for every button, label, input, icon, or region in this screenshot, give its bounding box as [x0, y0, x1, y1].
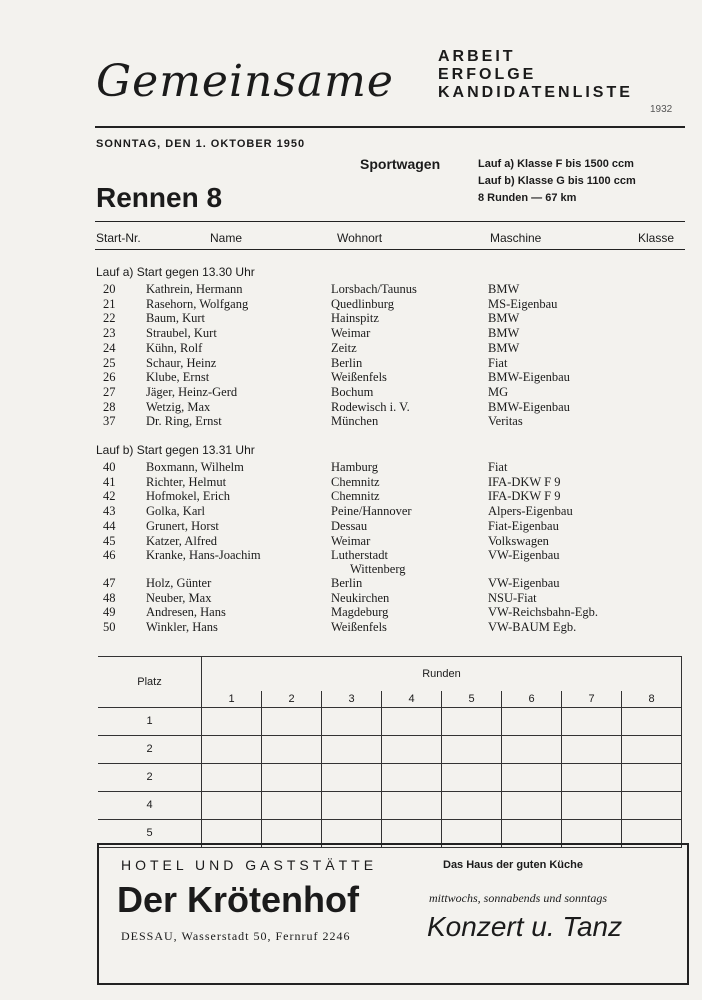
entry-row [0, 341, 702, 356]
race-title: Rennen 8 [96, 182, 223, 213]
result-cell [262, 735, 322, 763]
driver-name: Winkler, Hans [146, 620, 218, 634]
residence: Berlin [331, 575, 363, 590]
heat-info-line: Lauf b) Klasse G bis 1100 ccm [478, 175, 636, 187]
result-cell [382, 791, 442, 819]
result-cell [502, 763, 562, 791]
platz-row [98, 763, 682, 791]
start-number: 49 [103, 605, 116, 620]
ad-tagline: Das Haus der guten Küche [443, 859, 583, 871]
machine: BMW [488, 340, 520, 355]
result-cell [262, 707, 322, 735]
start-number: 37 [103, 414, 116, 429]
program-subtitle [438, 48, 633, 102]
machine: IFA-DKW F 9 [488, 489, 561, 504]
result-cell [562, 735, 622, 763]
ad-address: DESSAU, Wasserstadt 50, Fernruf 2246 [121, 929, 351, 943]
result-cell [202, 707, 262, 735]
residence: Weimar [331, 326, 371, 341]
start-number: 20 [103, 282, 116, 296]
ad-event: Konzert u. Tanz [427, 911, 623, 942]
driver-name: Richter, Helmut [146, 474, 227, 489]
column-header-wohnort: Wohnort [337, 231, 383, 245]
runden-header: Runden [202, 657, 682, 691]
residence: Chemnitz [331, 474, 380, 489]
driver-name: Rasehorn, Wolfgang [146, 296, 249, 311]
driver-name: Boxmann, Wilhelm [146, 460, 244, 474]
heat-info-line: Lauf a) Klasse F bis 1500 ccm [478, 158, 634, 170]
heat-b-heading: Lauf b) Start gegen 13.31 Uhr [96, 443, 255, 457]
subtitle-line: ERFOLGE [438, 66, 537, 83]
runde-number: 6 [502, 691, 562, 708]
residence: Weißenfels [331, 370, 387, 385]
platz-row [98, 707, 682, 735]
start-number: 27 [103, 384, 116, 399]
entry-row [0, 414, 702, 429]
residence: Magdeburg [331, 605, 389, 620]
driver-name: Schaur, Heinz [146, 355, 217, 370]
start-number: 22 [103, 311, 116, 326]
machine: Veritas [488, 414, 523, 429]
residence: Zeitz [331, 340, 357, 355]
result-cell [442, 735, 502, 763]
residence: Hainspitz [331, 311, 379, 326]
entry-row [0, 297, 702, 312]
result-grid [98, 656, 682, 848]
residence: Rodewisch i. V. [331, 399, 410, 414]
result-cell [562, 791, 622, 819]
residence-continued: Wittenberg [350, 562, 406, 577]
result-cell [262, 763, 322, 791]
driver-name: Jäger, Heinz-Gerd [146, 384, 238, 399]
start-number: 21 [103, 296, 116, 311]
entry-row [0, 620, 702, 635]
runde-number: 4 [382, 691, 442, 708]
machine: BMW-Eigenbau [488, 370, 570, 385]
residence: Lorsbach/Taunus [331, 282, 417, 296]
start-number: 23 [103, 326, 116, 341]
platz-header: Platz [98, 657, 202, 708]
entry-row [0, 475, 702, 490]
result-cell [382, 707, 442, 735]
platz-number: 4 [98, 791, 202, 819]
result-cell [322, 707, 382, 735]
result-cell [562, 707, 622, 735]
driver-name: Baum, Kurt [146, 311, 206, 326]
machine: Fiat [488, 355, 508, 370]
handwritten-note: 1932 [650, 104, 673, 115]
result-cell [622, 735, 682, 763]
machine: Alpers-Eigenbau [488, 504, 573, 519]
machine: BMW [488, 326, 520, 341]
result-cell [322, 735, 382, 763]
start-number: 48 [103, 590, 116, 605]
entry-row [0, 282, 702, 297]
result-cell [382, 763, 442, 791]
columns-top-rule [95, 221, 685, 222]
driver-name: Kathrein, Hermann [146, 282, 243, 296]
entry-row [0, 591, 702, 606]
entry-row [0, 534, 702, 549]
machine: Fiat-Eigenbau [488, 518, 559, 533]
ad-hotel-label: HOTEL UND GASTSTÄTTE [121, 857, 378, 873]
result-cell [502, 735, 562, 763]
result-cell [382, 735, 442, 763]
start-number: 50 [103, 620, 116, 634]
runde-number: 1 [202, 691, 262, 708]
result-cell [562, 763, 622, 791]
driver-name: Kranke, Hans-Joachim [146, 548, 261, 563]
start-number: 46 [103, 548, 116, 563]
column-header-maschine: Maschine [490, 231, 542, 245]
header-rule [95, 126, 685, 128]
residence: Peine/Hannover [331, 504, 412, 519]
race-category: Sportwagen [360, 156, 441, 172]
entry-row [0, 385, 702, 400]
driver-name: Katzer, Alfred [146, 533, 217, 548]
start-number: 45 [103, 533, 116, 548]
start-number: 42 [103, 489, 116, 504]
driver-name: Golka, Karl [146, 504, 206, 519]
advertisement [97, 843, 689, 985]
program-title: Gemeinsame [96, 56, 394, 107]
entry-row [0, 400, 702, 415]
result-cell [202, 763, 262, 791]
start-number: 40 [103, 460, 116, 474]
entry-row [0, 356, 702, 371]
machine: VW-BAUM Egb. [488, 620, 577, 634]
machine: VW-Eigenbau [488, 548, 560, 563]
driver-name: Klube, Ernst [146, 370, 210, 385]
heat-a-heading: Lauf a) Start gegen 13.30 Uhr [96, 265, 255, 279]
residence: Lutherstadt [331, 548, 388, 563]
columns-bottom-rule [95, 249, 685, 250]
entry-row [0, 504, 702, 519]
residence: Neukirchen [331, 590, 390, 605]
runde-number: 5 [442, 691, 502, 708]
start-number: 24 [103, 340, 116, 355]
platz-row [98, 735, 682, 763]
result-cell [622, 707, 682, 735]
driver-name: Wetzig, Max [146, 399, 211, 414]
residence: Weißenfels [331, 620, 387, 634]
machine: IFA-DKW F 9 [488, 474, 561, 489]
result-cell [202, 791, 262, 819]
machine: BMW [488, 282, 520, 296]
start-number: 41 [103, 474, 116, 489]
platz-row [98, 791, 682, 819]
result-cell [442, 791, 502, 819]
driver-name: Andresen, Hans [146, 605, 226, 620]
residence: Berlin [331, 355, 363, 370]
entry-row [0, 326, 702, 341]
result-cell [622, 791, 682, 819]
machine: NSU-Fiat [488, 590, 537, 605]
start-number: 47 [103, 575, 116, 590]
residence: Quedlinburg [331, 296, 394, 311]
driver-name: Neuber, Max [146, 590, 212, 605]
machine: MS-Eigenbau [488, 296, 558, 311]
driver-name: Holz, Günter [146, 575, 212, 590]
machine: VW-Eigenbau [488, 575, 560, 590]
platz-number: 2 [98, 735, 202, 763]
result-cell [502, 707, 562, 735]
result-cell [442, 707, 502, 735]
start-number: 26 [103, 370, 116, 385]
driver-name: Kühn, Rolf [146, 340, 203, 355]
entry-row [0, 548, 702, 577]
driver-name: Straubel, Kurt [146, 326, 217, 341]
column-header-name: Name [210, 231, 243, 245]
runde-number: 2 [262, 691, 322, 708]
entry-row [0, 519, 702, 534]
start-number: 43 [103, 504, 116, 519]
runde-number: 8 [622, 691, 682, 708]
platz-number: 2 [98, 763, 202, 791]
residence: Hamburg [331, 460, 378, 474]
entry-row [0, 605, 702, 620]
machine: BMW [488, 311, 520, 326]
entry-row [0, 489, 702, 504]
residence: München [331, 414, 379, 429]
result-cell [322, 763, 382, 791]
start-number: 28 [103, 399, 116, 414]
driver-name: Grunert, Horst [146, 518, 219, 533]
platz-number: 5 [98, 819, 202, 847]
machine: BMW-Eigenbau [488, 399, 570, 414]
result-cell [322, 791, 382, 819]
ad-venue-name: Der Krötenhof [117, 879, 359, 920]
heat-info [478, 156, 636, 207]
subtitle-line: ARBEIT [438, 48, 516, 65]
entry-row [0, 576, 702, 591]
residence: Bochum [331, 384, 374, 399]
platz-number: 1 [98, 707, 202, 735]
result-cell [622, 763, 682, 791]
machine: VW-Reichsbahn-Egb. [488, 605, 599, 620]
result-cell [502, 791, 562, 819]
result-cell [202, 735, 262, 763]
column-header-startnr: Start-Nr. [96, 231, 141, 245]
machine: MG [488, 384, 509, 399]
entry-row [0, 460, 702, 475]
column-header-klasse: Klasse [638, 231, 675, 245]
heat-info-line: 8 Runden — 67 km [478, 192, 577, 204]
machine: Volkswagen [488, 533, 549, 548]
subtitle-line: KANDIDATENLISTE [438, 84, 633, 101]
driver-name: Dr. Ring, Ernst [146, 414, 222, 429]
entry-row [0, 311, 702, 326]
ad-days: mittwochs, sonnabends und sonntags [429, 891, 608, 905]
residence: Dessau [331, 518, 368, 533]
residence: Weimar [331, 533, 371, 548]
start-number: 44 [103, 518, 116, 533]
start-number: 25 [103, 355, 116, 370]
residence: Chemnitz [331, 489, 380, 504]
result-cell [262, 791, 322, 819]
machine: Fiat [488, 460, 508, 474]
event-date: SONNTAG, DEN 1. OKTOBER 1950 [96, 138, 306, 150]
entry-row [0, 370, 702, 385]
runde-number: 7 [562, 691, 622, 708]
result-cell [442, 763, 502, 791]
driver-name: Hofmokel, Erich [146, 489, 231, 504]
runde-number: 3 [322, 691, 382, 708]
